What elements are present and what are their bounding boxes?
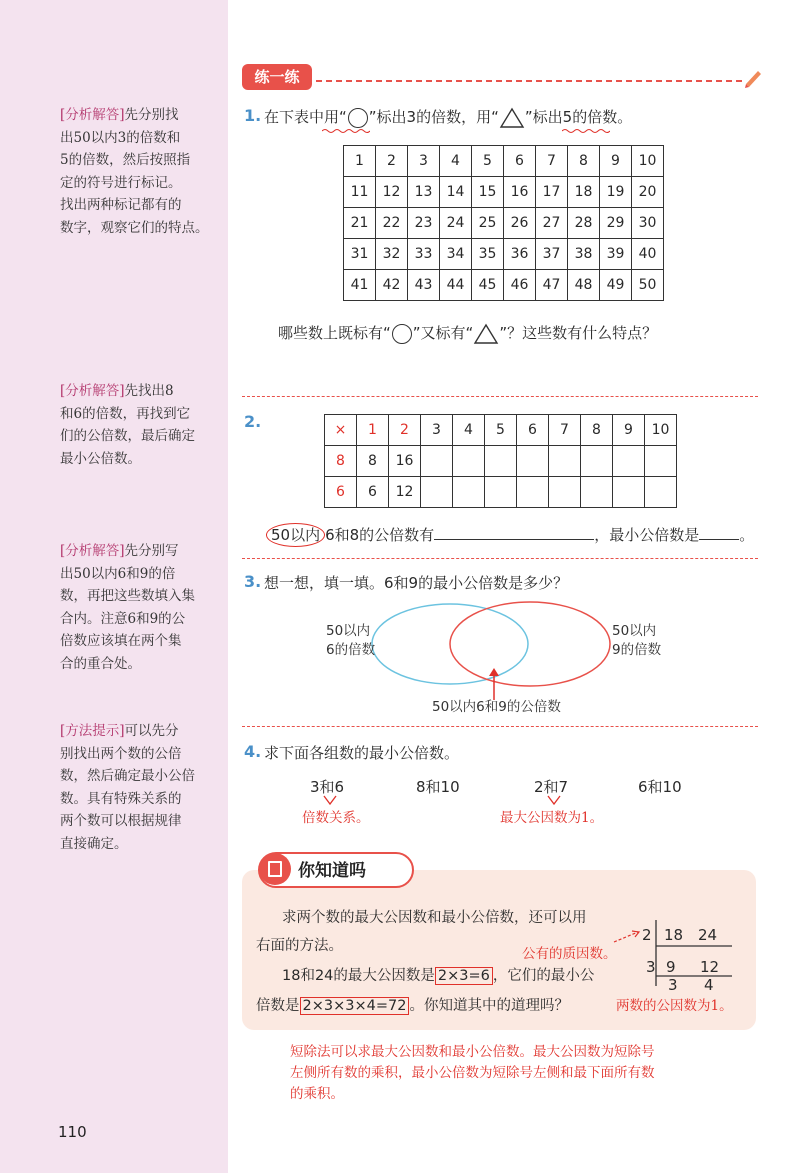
division-divisor-2: 3 bbox=[646, 958, 656, 976]
note-tag: [分析解答] bbox=[60, 543, 125, 559]
venn-intersection-label: 50以内6和9的公倍数 bbox=[432, 699, 561, 715]
table-cell[interactable]: 11 bbox=[344, 177, 376, 208]
table-cell[interactable] bbox=[517, 446, 549, 477]
table-cell[interactable]: 28 bbox=[568, 208, 600, 239]
footer-note: 短除法可以求最大公因数和最小公倍数。最大公因数为短除号 左侧所有数的乘积，最小公倍数为短除号左侧和最下面所有数 的乘积。 bbox=[290, 1044, 655, 1102]
multiply-sign-cell: × bbox=[325, 415, 357, 446]
section-divider bbox=[242, 396, 758, 397]
q4-pair-2: 8和10 bbox=[416, 778, 460, 796]
q2-multiplication-table bbox=[324, 414, 677, 508]
dyk-paragraph-4: 倍数是 2×3×3×4=72 。你知道其中的道理吗？ bbox=[256, 998, 569, 1014]
table-cell[interactable]: 35 bbox=[472, 239, 504, 270]
table-cell[interactable]: 21 bbox=[344, 208, 376, 239]
table-cell[interactable]: 34 bbox=[440, 239, 472, 270]
table-cell[interactable]: 1 bbox=[344, 146, 376, 177]
q4-pair-4: 6和10 bbox=[638, 778, 682, 796]
q4-prompt: 求下面各组数的最小公倍数。 bbox=[264, 744, 460, 762]
table-cell[interactable]: 36 bbox=[504, 239, 536, 270]
table-cell[interactable]: 8 bbox=[568, 146, 600, 177]
table-cell[interactable]: 43 bbox=[408, 270, 440, 301]
book-icon bbox=[258, 852, 292, 886]
q1-question: 哪些数上既标有“ ”又标有“ ”？这些数有什么特点？ bbox=[278, 322, 657, 345]
table-cell[interactable]: 50 bbox=[632, 270, 664, 301]
table-cell[interactable] bbox=[581, 446, 613, 477]
table-cell[interactable]: 13 bbox=[408, 177, 440, 208]
triangle-icon bbox=[499, 107, 525, 129]
note-tag: [分析解答] bbox=[60, 107, 125, 123]
table-cell[interactable]: 46 bbox=[504, 270, 536, 301]
q1-number: 1. bbox=[244, 106, 262, 125]
table-cell[interactable] bbox=[421, 477, 453, 508]
division-divisor-1: 2 bbox=[642, 926, 652, 944]
table-cell[interactable]: 9 bbox=[600, 146, 632, 177]
division-num-4: 4 bbox=[704, 976, 714, 994]
note-analysis-1: [分析解答]先分别找 出50以内3的倍数和 5的倍数，然后按照指 定的符号进行标记。 找出两种标记都有的 数字，观察它们的特点。 bbox=[60, 107, 209, 236]
table-cell[interactable] bbox=[421, 446, 453, 477]
table-cell[interactable]: 7 bbox=[536, 146, 568, 177]
header-cell: 10 bbox=[645, 415, 677, 446]
dyk-paragraph-1: 求两个数的最大公因数和最小公倍数，还可以用 bbox=[282, 910, 587, 926]
dyk-paragraph-2: 右面的方法。 bbox=[256, 938, 343, 954]
venn-right-label: 50以内 9的倍数 bbox=[612, 623, 662, 658]
circled-text: 50以内 bbox=[266, 523, 325, 547]
row-header-cell: 8 bbox=[325, 446, 357, 477]
q2-sentence: 50以内 6和8的公倍数有 ，最小公倍数是 。 bbox=[266, 524, 754, 545]
table-header-row bbox=[325, 415, 677, 446]
answer-blank-lcm[interactable] bbox=[699, 525, 739, 540]
table-cell[interactable]: 15 bbox=[472, 177, 504, 208]
division-num-12: 12 bbox=[700, 958, 720, 976]
section-header-tab: 练一练 bbox=[242, 64, 312, 90]
header-cell: 2 bbox=[389, 415, 421, 446]
table-row bbox=[344, 239, 664, 270]
table-cell[interactable]: 10 bbox=[632, 146, 664, 177]
table-cell[interactable]: 8 bbox=[357, 446, 389, 477]
table-cell[interactable]: 17 bbox=[536, 177, 568, 208]
table-cell[interactable]: 19 bbox=[600, 177, 632, 208]
table-row bbox=[344, 270, 664, 301]
table-row bbox=[344, 177, 664, 208]
q1-number-table bbox=[343, 145, 664, 301]
note-coprime: 两数的公因数为1。 bbox=[616, 998, 733, 1014]
q2-number: 2. bbox=[244, 412, 262, 431]
table-cell[interactable]: 37 bbox=[536, 239, 568, 270]
table-cell[interactable]: 18 bbox=[568, 177, 600, 208]
did-you-know-title: 你知道吗 bbox=[298, 861, 366, 881]
header-cell: 8 bbox=[581, 415, 613, 446]
circle-icon bbox=[392, 324, 412, 344]
section-divider bbox=[242, 726, 758, 727]
table-cell[interactable] bbox=[645, 446, 677, 477]
table-row bbox=[325, 446, 677, 477]
division-num-18: 18 bbox=[664, 926, 684, 944]
division-num-9: 9 bbox=[666, 958, 676, 976]
note-analysis-2: [分析解答]先找出8 和6的倍数，再找到它 们的公倍数，最后确定 最小公倍数。 bbox=[60, 383, 195, 467]
circle-icon bbox=[348, 108, 368, 128]
table-cell[interactable]: 33 bbox=[408, 239, 440, 270]
table-cell[interactable]: 16 bbox=[504, 177, 536, 208]
arrow-down-icon bbox=[320, 794, 340, 806]
table-cell[interactable] bbox=[613, 477, 645, 508]
table-cell[interactable]: 45 bbox=[472, 270, 504, 301]
note-method-tip: [方法提示]可以先分 别找出两个数的公倍 数，然后确定最小公倍 数。具有特殊关系的 两个数可以根据规律 直接确定。 bbox=[60, 723, 195, 852]
table-cell[interactable]: 3 bbox=[408, 146, 440, 177]
table-row bbox=[344, 208, 664, 239]
table-cell[interactable] bbox=[549, 446, 581, 477]
table-cell[interactable]: 48 bbox=[568, 270, 600, 301]
table-cell[interactable] bbox=[453, 477, 485, 508]
answer-blank-common-multiples[interactable] bbox=[434, 525, 594, 540]
table-cell[interactable]: 4 bbox=[440, 146, 472, 177]
lcm-box: 2×3×3×4=72 bbox=[300, 997, 410, 1015]
page-number: 110 bbox=[58, 1123, 87, 1141]
q1-underline-wave bbox=[562, 128, 610, 134]
table-cell[interactable]: 20 bbox=[632, 177, 664, 208]
table-cell[interactable]: 22 bbox=[376, 208, 408, 239]
dyk-paragraph-3: 18和24的最大公因数是 2×3=6 ，它们的最小公 bbox=[282, 968, 595, 984]
header-cell: 9 bbox=[613, 415, 645, 446]
header-cell: 6 bbox=[517, 415, 549, 446]
note-common-prime: 公有的质因数。 bbox=[522, 946, 617, 962]
header-cell: 7 bbox=[549, 415, 581, 446]
division-num-3: 3 bbox=[668, 976, 678, 994]
header-cell: 3 bbox=[421, 415, 453, 446]
table-row bbox=[325, 477, 677, 508]
table-cell[interactable]: 42 bbox=[376, 270, 408, 301]
division-num-24: 24 bbox=[698, 926, 718, 944]
venn-right-set bbox=[450, 602, 610, 686]
table-cell[interactable]: 41 bbox=[344, 270, 376, 301]
table-cell[interactable]: 47 bbox=[536, 270, 568, 301]
row-header-cell: 6 bbox=[325, 477, 357, 508]
header-cell: 4 bbox=[453, 415, 485, 446]
table-cell[interactable]: 38 bbox=[568, 239, 600, 270]
table-cell[interactable] bbox=[453, 446, 485, 477]
arrow-icon bbox=[612, 928, 642, 944]
short-division-lines bbox=[636, 918, 746, 996]
arrow-down-icon bbox=[544, 794, 564, 806]
table-cell[interactable] bbox=[485, 477, 517, 508]
pencil-icon bbox=[742, 66, 764, 88]
table-cell[interactable]: 30 bbox=[632, 208, 664, 239]
table-cell[interactable]: 25 bbox=[472, 208, 504, 239]
table-cell[interactable] bbox=[549, 477, 581, 508]
table-cell[interactable]: 39 bbox=[600, 239, 632, 270]
table-cell[interactable]: 44 bbox=[440, 270, 472, 301]
table-cell[interactable]: 27 bbox=[536, 208, 568, 239]
q4-pair-1: 3和6 bbox=[310, 778, 345, 796]
table-cell[interactable] bbox=[517, 477, 549, 508]
table-cell[interactable]: 23 bbox=[408, 208, 440, 239]
q4-number: 4. bbox=[244, 742, 262, 761]
table-cell[interactable]: 5 bbox=[472, 146, 504, 177]
q1-prompt: 在下表中用“ ”标出3的倍数，用“ ”标出5的倍数。 bbox=[264, 106, 632, 129]
table-cell[interactable]: 16 bbox=[389, 446, 421, 477]
q3-prompt: 想一想，填一填。6和9的最小公倍数是多少？ bbox=[264, 574, 569, 592]
table-cell[interactable]: 26 bbox=[504, 208, 536, 239]
table-cell[interactable]: 31 bbox=[344, 239, 376, 270]
note-analysis-3: [分析解答]先分别写 出50以内6和9的倍 数，再把这些数填入集 合内。注意6和9的公 倍数应该填在两个集 合的重合处。 bbox=[60, 543, 195, 672]
q4-hint-gcd-one: 最大公因数为1。 bbox=[500, 810, 604, 826]
table-cell[interactable]: 49 bbox=[600, 270, 632, 301]
table-cell[interactable] bbox=[613, 446, 645, 477]
venn-left-label: 50以内 6的倍数 bbox=[326, 623, 376, 658]
table-row bbox=[344, 146, 664, 177]
q1-underline-wave bbox=[322, 128, 370, 134]
q4-hint-multiple-relation: 倍数关系。 bbox=[302, 810, 370, 826]
q4-pair-3: 2和7 bbox=[534, 778, 569, 796]
table-cell[interactable]: 12 bbox=[389, 477, 421, 508]
table-cell[interactable]: 24 bbox=[440, 208, 472, 239]
table-cell[interactable]: 6 bbox=[357, 477, 389, 508]
table-cell[interactable]: 29 bbox=[600, 208, 632, 239]
table-cell[interactable] bbox=[645, 477, 677, 508]
table-cell[interactable]: 32 bbox=[376, 239, 408, 270]
note-tag: [方法提示] bbox=[60, 723, 125, 739]
table-cell[interactable] bbox=[485, 446, 517, 477]
gcd-box: 2×3=6 bbox=[435, 967, 493, 985]
table-cell[interactable] bbox=[581, 477, 613, 508]
header-cell: 1 bbox=[357, 415, 389, 446]
note-tag: [分析解答] bbox=[60, 383, 125, 399]
table-cell[interactable]: 40 bbox=[632, 239, 664, 270]
triangle-icon bbox=[473, 323, 499, 345]
table-cell[interactable]: 6 bbox=[504, 146, 536, 177]
header-cell: 5 bbox=[485, 415, 517, 446]
q3-number: 3. bbox=[244, 572, 262, 591]
section-divider bbox=[242, 558, 758, 559]
header-divider bbox=[316, 80, 742, 82]
table-cell[interactable]: 12 bbox=[376, 177, 408, 208]
table-cell[interactable]: 14 bbox=[440, 177, 472, 208]
table-cell[interactable]: 2 bbox=[376, 146, 408, 177]
